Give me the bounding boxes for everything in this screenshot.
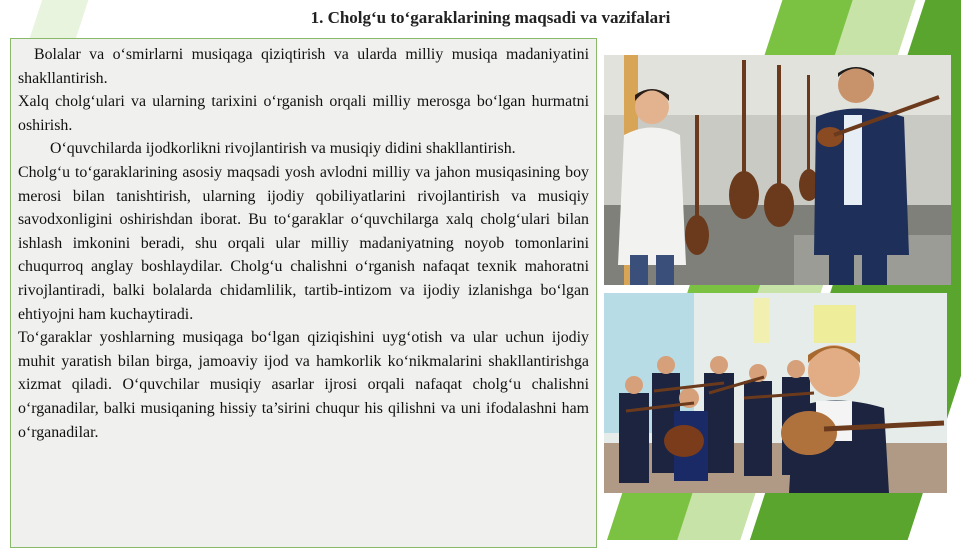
paragraph-1: Bolalar va o‘smirlarni musiqaga qiziqtirish va ularda milliy musiqa madaniyatini shakllantirish. [18, 46, 589, 87]
paragraph-2: Xalq cholg‘ulari va ularning tarixini o‘rganish orqali milliy merosga bo‘lgan hurmatni oshirish. [18, 93, 589, 134]
slide-title-text: 1. Cholg‘u to‘garaklarining maqsadi va vazifalari [310, 8, 671, 27]
text-panel [10, 38, 597, 548]
teacher-with-boy-instruments-photo [604, 55, 951, 285]
photo1-illustration [604, 55, 951, 285]
paragraph-5: To‘garaklar yoshlarning musiqaga bo‘lgan qiziqishini uyg‘otish va ular uchun ijodiy muhit yaratish bilan birga, jamoaviy ijod va hamkorlik ko‘nikmalarini shakllantirishga xizmat qiladi. O‘quvchilar musiqiy asarlar ijrosi orqali nafaqat cholg‘u chalishni o‘rganadilar, balki musiqaning hissiy ta’sirini chuqur his qilishni va uni ifodalashni ham o‘rganadilar. [18, 329, 589, 441]
paragraph-3: O‘quvchilarda ijodkorlikni rivojlantirish va musiqiy didini shakllantirish. [50, 140, 516, 158]
slide-title [0, 8, 961, 28]
paragraph-4: Cholg‘u to‘garaklarining asosiy maqsadi yosh avlodni milliy va jahon musiqasining boy merosi bilan tanishtirish, ularning ijodiy qobiliyatlarini rivojlantirish va musiqiy savodxonligini oshirishdan iborat. Bu to‘garaklar o‘quvchilarga xalq cholg‘ulari bilan ishlash imkonini beradi, shu orqali ular milliy madaniyatning noyob tomonlarini chuqurroq anglay boshlaydilar. Cholg‘u chalishni o‘rganish nafaqat texnik mahoratni rivojlantiradi, balki bolalarda chidamlilik, tartib-intizom va ijodiy izlanishga bo‘lgan ehtiyojni ham kuchaytiradi. [18, 163, 589, 323]
children-ensemble-photo [604, 293, 947, 493]
photo2-illustration [604, 293, 947, 493]
